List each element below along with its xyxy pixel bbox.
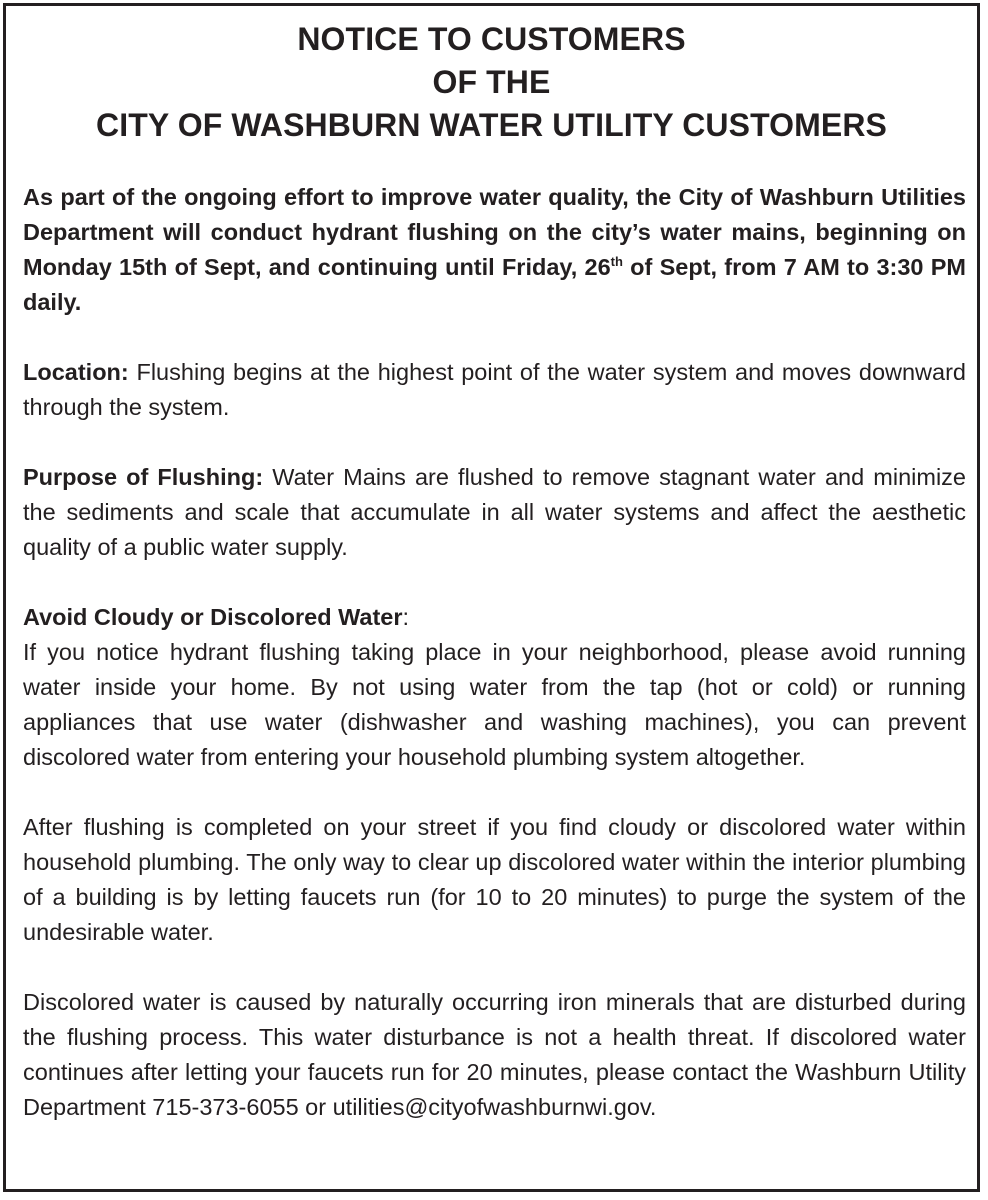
title-line-3: CITY OF WASHBURN WATER UTILITY CUSTOMERS [96,107,887,143]
location-text: Flushing begins at the highest point of the water system and moves downward through the system. [23,359,966,420]
after-paragraph [23,810,966,950]
avoid-label: Avoid Cloudy or Discolored Water [23,604,403,630]
location-label: Location: [23,359,129,385]
purpose-text: Water Mains are flushed to remove stagnant water and minimize the sediments and scale that accumulate in all water systems and affect the aesthetic quality of a public water supply. [23,464,966,560]
notice-title [6,6,977,147]
notice-box [3,3,980,1192]
title-line-1: NOTICE TO CUSTOMERS [297,21,686,57]
title-line-2: OF THE [432,64,551,100]
discolored-text: Discolored water is caused by naturally occurring iron minerals that are disturbed during the flushing process. This water disturbance is not a health threat. If discolored water continues after letting your faucets run for 20 minutes, please contact the Washburn Utility Department 715-373-6055 or utilities@cityofwashburnwi.gov. [23,989,966,1120]
notice-body [23,180,966,1125]
intro-text-b: of Sept, from 7 AM to 3:30 PM daily. [23,254,966,315]
intro-superscript: th [610,254,623,270]
purpose-paragraph [23,460,966,565]
intro-paragraph [23,180,966,320]
avoid-colon: : [402,604,410,630]
discolored-paragraph [23,985,966,1125]
avoid-text: If you notice hydrant flushing taking place in your neighborhood, please avoid running water inside your home. By not using water from the tap (hot or cold) or running appliances that use water (dishwasher and washing machines), you can prevent discolored water from entering your household plumbing system altogether. [23,639,966,770]
after-text: After flushing is completed on your street if you find cloudy or discolored water within household plumbing. The only way to clear up discolored water within the interior plumbing of a building is by letting faucets run (for 10 to 20 minutes) to purge the system of the undesirable water. [23,814,966,945]
intro-text-a: As part of the ongoing effort to improve water quality, the City of Washburn Utilities Department will conduct hydrant flushing on the city’s water mains, beginning on Monday 15th of Sept, and continuing until Friday, 26 [23,184,966,280]
avoid-paragraph [23,600,966,775]
purpose-label: Purpose of Flushing: [23,464,264,490]
location-paragraph [23,355,966,425]
